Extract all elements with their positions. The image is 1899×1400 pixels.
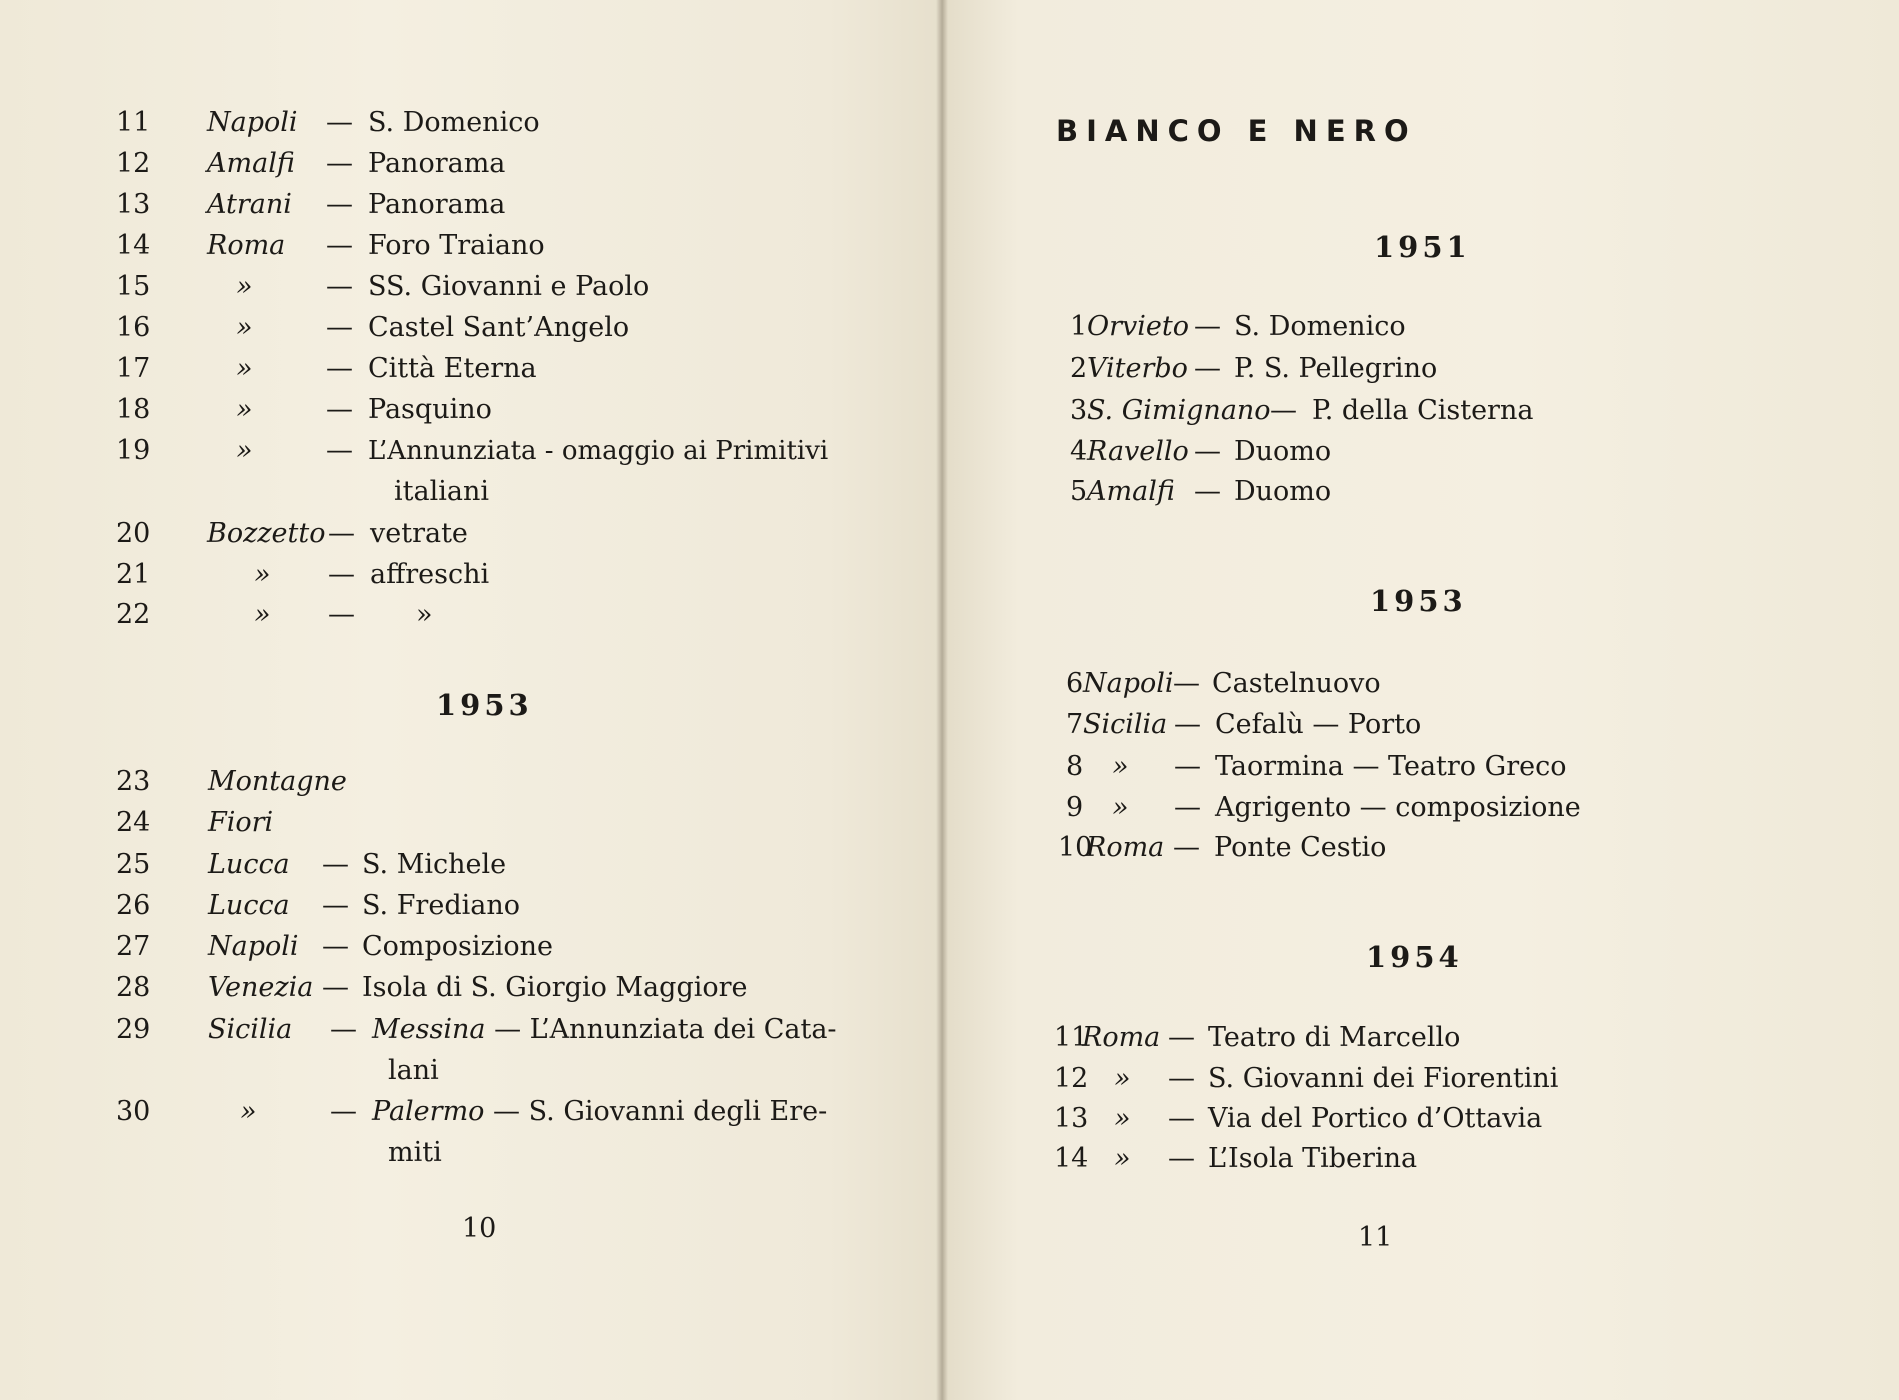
entry-number: 22 — [116, 599, 151, 630]
entry-dash: — — [1194, 476, 1221, 507]
entry-place: Roma — [1082, 1022, 1161, 1053]
entry-dash: — — [326, 394, 353, 425]
entry-number: 13 — [1054, 1103, 1089, 1134]
entry-number: 21 — [116, 559, 151, 590]
book-gutter — [936, 0, 948, 1400]
entry-dash: — — [326, 189, 353, 220]
entry-place: » — [1114, 1063, 1131, 1094]
entry-number: 4 — [1070, 436, 1088, 467]
entry-place: » — [236, 394, 253, 425]
entry-number: 30 — [116, 1096, 151, 1127]
entry-dash: — — [328, 599, 355, 630]
entry-description: Isola di S. Giorgio Maggiore — [362, 972, 748, 1003]
entry-number: 15 — [116, 271, 151, 302]
entry-number: 28 — [116, 972, 151, 1003]
entry-description: Città Eterna — [368, 353, 537, 384]
entry-dash: — — [322, 890, 349, 921]
entry-description: S. Frediano — [362, 890, 520, 921]
entry-description: Taormina — Teatro Greco — [1215, 751, 1567, 782]
entry-subplace: Messina — [372, 1014, 486, 1045]
entry-number: 18 — [116, 394, 151, 425]
entry-place: Venezia — [208, 972, 314, 1003]
entry-place: » — [240, 1096, 257, 1127]
entry-description: Panorama — [368, 148, 506, 179]
year-heading-1953: 1953 — [436, 688, 533, 722]
entry-description: vetrate — [370, 518, 468, 549]
entry-number: 24 — [116, 807, 151, 838]
entry-number: 20 — [116, 518, 151, 549]
entry-dash: — — [1168, 1063, 1195, 1094]
entry-number: 6 — [1066, 668, 1084, 699]
entry-place: Amalfi — [207, 148, 295, 179]
left-page — [0, 0, 942, 1400]
entry-description: L’Isola Tiberina — [1208, 1143, 1418, 1174]
entry-place: Montagne — [208, 766, 347, 797]
page-number: 10 — [462, 1213, 497, 1244]
entry-dash: — — [1174, 792, 1201, 823]
entry-place: Lucca — [208, 890, 290, 921]
entry-place: Ravello — [1087, 436, 1189, 467]
entry-place: Bozzetto — [207, 518, 326, 549]
entry-dash: — — [326, 230, 353, 261]
entry-description: Panorama — [368, 189, 506, 220]
entry-place: Viterbo — [1087, 353, 1188, 384]
entry-description: » — [416, 599, 433, 630]
entry-description: SS. Giovanni e Paolo — [368, 271, 650, 302]
entry-description: Castelnuovo — [1212, 668, 1381, 699]
entry-description: Composizione — [362, 931, 554, 962]
entry-dash: — — [330, 1096, 357, 1127]
entry-description: Duomo — [1234, 436, 1332, 467]
entry-dash: — — [326, 148, 353, 179]
entry-description: Duomo — [1234, 476, 1332, 507]
entry-description — [372, 1092, 827, 1132]
entry-dash: — — [322, 972, 349, 1003]
entry-place: Sicilia — [208, 1014, 293, 1045]
entry-description: Cefalù — Porto — [1215, 709, 1422, 740]
entry-dash: — — [1270, 395, 1297, 426]
entry-dash: — — [322, 931, 349, 962]
entry-number: 14 — [1054, 1143, 1089, 1174]
year-heading-1954: 1954 — [1366, 940, 1463, 974]
entry-place: » — [1114, 1143, 1131, 1174]
entry-place: Napoli — [207, 107, 298, 138]
entry-number: 9 — [1066, 792, 1084, 823]
entry-place: Sicilia — [1083, 709, 1168, 740]
entry-number: 7 — [1066, 709, 1084, 740]
entry-number: 5 — [1070, 476, 1088, 507]
entry-dash: — — [1194, 353, 1221, 384]
entry-number: 14 — [116, 230, 151, 261]
entry-place: Atrani — [207, 189, 292, 220]
entry-description: Castel Sant’Angelo — [368, 312, 630, 343]
entry-dash: — — [326, 312, 353, 343]
entry-number: 26 — [116, 890, 151, 921]
entry-number: 11 — [1054, 1022, 1089, 1053]
entry-place: » — [1114, 1103, 1131, 1134]
entry-dash: — — [1168, 1103, 1195, 1134]
entry-dash: — — [326, 107, 353, 138]
entry-place: Fiori — [208, 807, 274, 838]
entry-place: Napoli — [208, 931, 299, 962]
entry-dash: — — [322, 849, 349, 880]
entry-dash: — — [326, 271, 353, 302]
entry-subdescription: — L’Annunziata dei Cata- — [494, 1014, 837, 1045]
entry-number: 16 — [116, 312, 151, 343]
entry-place: Roma — [1086, 832, 1165, 863]
entry-place: S. Gimignano — [1087, 395, 1271, 426]
entry-number: 3 — [1070, 395, 1088, 426]
entry-dash: — — [328, 518, 355, 549]
entry-place: » — [236, 435, 253, 466]
entry-number: 29 — [116, 1014, 151, 1045]
entry-number: 17 — [116, 353, 151, 384]
entry-place: Amalfi — [1087, 476, 1175, 507]
entry-number: 1 — [1070, 311, 1088, 342]
entry-number: 12 — [116, 148, 151, 179]
entry-description: P. della Cisterna — [1312, 395, 1534, 426]
entry-description: S. Giovanni dei Fiorentini — [1208, 1063, 1559, 1094]
entry-place: Lucca — [208, 849, 290, 880]
entry-place: » — [236, 353, 253, 384]
entry-place: » — [1112, 792, 1129, 823]
entry-description: Teatro di Marcello — [1208, 1022, 1461, 1053]
entry-number: 19 — [116, 435, 151, 466]
entry-description: Ponte Cestio — [1214, 832, 1387, 863]
entry-place: » — [254, 599, 271, 630]
entry-dash: — — [1194, 436, 1221, 467]
entry-place: » — [236, 271, 253, 302]
entry-description: Pasquino — [368, 394, 492, 425]
entry-description: S. Domenico — [1234, 311, 1406, 342]
entry-dash: — — [1174, 709, 1201, 740]
entry-place: Roma — [207, 230, 286, 261]
entry-dash: — — [330, 1014, 357, 1045]
entry-description: S. Michele — [362, 849, 507, 880]
entry-description: affreschi — [370, 559, 490, 590]
year-heading-1953: 1953 — [1370, 584, 1467, 618]
entry-subplace: Palermo — [372, 1096, 485, 1127]
entry-number: 10 — [1058, 832, 1093, 863]
entry-number: 2 — [1070, 353, 1088, 384]
entry-description: S. Domenico — [368, 107, 540, 138]
entry-number: 23 — [116, 766, 151, 797]
year-heading-1951: 1951 — [1374, 230, 1471, 264]
entry-dash: — — [1168, 1143, 1195, 1174]
entry-description: P. S. Pellegrino — [1234, 353, 1438, 384]
entry-description: Foro Traiano — [368, 230, 545, 261]
entry-place: » — [254, 559, 271, 590]
entry-continuation: italiani — [394, 476, 489, 507]
entry-place: Orvieto — [1087, 311, 1190, 342]
entry-number: 11 — [116, 107, 151, 138]
right-page — [942, 0, 1899, 1400]
entry-dash: — — [1168, 1022, 1195, 1053]
entry-dash: — — [326, 353, 353, 384]
entry-dash: — — [328, 559, 355, 590]
entry-description: Via del Portico d’Ottavia — [1208, 1103, 1543, 1134]
page-number: 11 — [1358, 1222, 1393, 1253]
page-title: BIANCO E NERO — [1056, 114, 1417, 148]
entry-number: 13 — [116, 189, 151, 220]
entry-dash: — — [326, 435, 353, 466]
entry-dash: — — [1173, 668, 1200, 699]
entry-number: 27 — [116, 931, 151, 962]
entry-number: 25 — [116, 849, 151, 880]
entry-continuation: lani — [388, 1055, 439, 1086]
entry-dash: — — [1194, 311, 1221, 342]
entry-number: 12 — [1054, 1063, 1089, 1094]
entry-description: L’Annunziata - omaggio ai Primitivi — [368, 436, 829, 466]
entry-description: Agrigento — composizione — [1215, 792, 1581, 823]
entry-continuation: miti — [388, 1137, 442, 1168]
entry-subdescription: — S. Giovanni degli Ere- — [493, 1096, 828, 1127]
entry-dash: — — [1174, 751, 1201, 782]
entry-place: » — [1112, 751, 1129, 782]
entry-dash: — — [1173, 832, 1200, 863]
entry-place: Napoli — [1083, 668, 1174, 699]
entry-place: » — [236, 312, 253, 343]
entry-description — [372, 1010, 837, 1050]
entry-number: 8 — [1066, 751, 1084, 782]
